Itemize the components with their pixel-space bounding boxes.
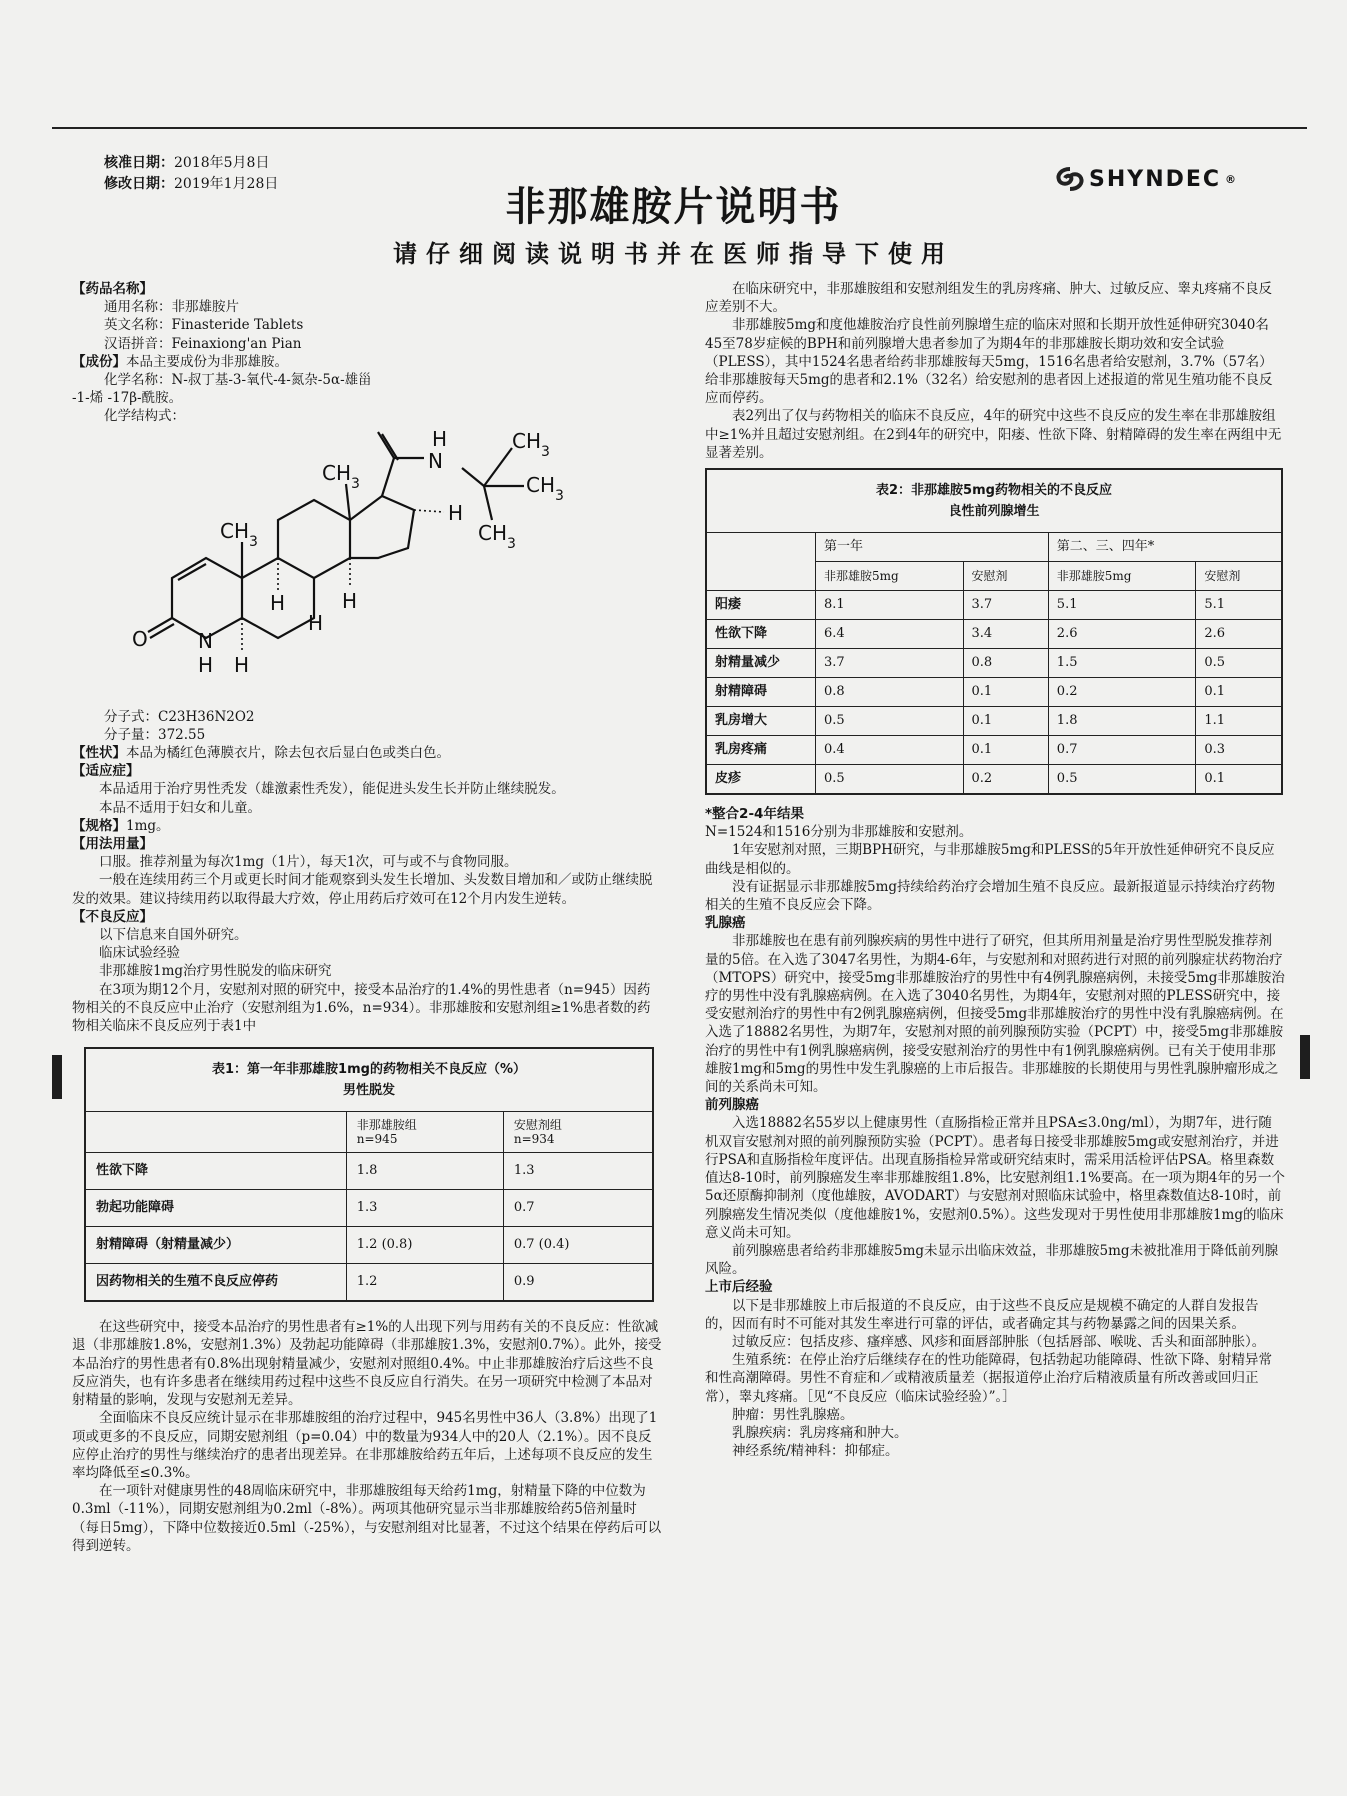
table-row: 性欲下降 1.8 1.3	[85, 1153, 653, 1190]
drug-name-heading: 【药品名称】	[72, 281, 153, 297]
struct-ch3-b: $CH_3$	[526, 472, 564, 504]
indication-text-2: 本品不适用于妇女和儿童。	[99, 799, 261, 816]
table-1	[84, 1047, 654, 1302]
struct-h9: H	[270, 590, 286, 615]
formula-value: C23H36N2O2	[158, 708, 255, 725]
table2-col-a: 非那雄胺5mg	[815, 562, 963, 591]
allergy-text: 过敏反应：包括皮疹、瘙痒感、风疹和面唇部肿胀（包括唇部、喉咙、舌头和面部肿胀）。	[732, 1333, 1266, 1350]
trial-title: 非那雄胺1mg治疗男性脱发的临床研究	[99, 963, 332, 980]
table-row: 射精障碍（射精量减少） 1.2 (0.8) 0.7 (0.4)	[85, 1227, 653, 1264]
struct-h-amide: H	[432, 427, 448, 451]
table1-caption: 表1：第一年非那雄胺1mg的药物相关不良反应（%） 男性脱发	[85, 1048, 653, 1112]
chemical-structure	[132, 428, 612, 698]
table-row: 射精障碍 0.8 0.1 0.2 0.1	[706, 678, 1282, 707]
table-2	[705, 468, 1283, 795]
table1-col2: 安慰剂组 n=934	[503, 1112, 653, 1153]
table-row: 阳痿 8.1 3.7 5.1 5.1	[706, 591, 1282, 620]
left-column	[72, 280, 662, 1555]
struct-h8: H	[308, 610, 324, 635]
table2-col-b: 安慰剂	[963, 562, 1048, 591]
table-row: 因药物相关的生殖不良反应停药 1.2 0.9	[85, 1264, 653, 1302]
right-top-p2: 非那雄胺5mg和度他雄胺治疗良性前列腺增生症的临床对照和长期开放性延伸研究3040名45至78岁症候的BPH和前列腺增大患者参加了为期4年的非那雄胺长期功效和安全试验（PLESS），其中1524名患者给药非那雄胺每天5mg，1516名患者给安慰剂，3.7%（57名）给非那雄胺每天5mg的患者和2.1%（32名）给安慰剂的患者因上述报道的常见生殖功能不良反应而停药。	[705, 317, 1273, 407]
struct-h-n: H	[198, 652, 214, 677]
chem-name-1: 化学名称：N-叔丁基-3-氧代-4-氮杂-5α-雄甾	[104, 372, 372, 389]
postmarket-text: 以下是非那雄胺上市后报道的不良反应，由于这些不良反应是规模不确定的人群自发报告的，因而有时不可能对其发生率进行可靠的评估，或者确定其与药物暴露之间的因果关系。	[705, 1297, 1259, 1332]
table2-col-d: 安慰剂	[1196, 562, 1282, 591]
struct-h17: H	[448, 500, 464, 525]
table-row: 皮疹 0.5 0.2 0.5 0.1	[706, 765, 1282, 795]
top-rule	[52, 127, 1307, 129]
composition-main: 本品主要成份为非那雄胺。	[126, 353, 288, 370]
weight-value: 372.55	[158, 726, 206, 743]
prostate-cancer-heading: 前列腺癌	[705, 1097, 759, 1114]
approve-date: 2018年5月8日	[174, 155, 270, 171]
adverse-heading: 【不良反应】	[72, 908, 153, 925]
usage-text-2: 一般在连续用药三个月或更长时间才能观察到头发生长增加、头发数目增加和／或防止继续脱发的效果。建议持续用药以取得最大疗效，停止用药后疗效可在12个月内发生逆转。	[72, 872, 653, 907]
neuro-text: 神经系统/精神科：抑郁症。	[732, 1443, 899, 1460]
repro-text: 生殖系统：在停止治疗后继续存在的性功能障碍，包括勃起功能障碍、性欲下降、射精异常和性高潮障碍。男性不育症和／或精液质量差（据报道停止治疗后精液质量有所改善或回归正常），睾丸疼痛。［见“不良反应（临床试验经验）”。］	[705, 1352, 1272, 1405]
breast-disease-text: 乳腺疾病：乳房疼痛和肿大。	[732, 1424, 908, 1441]
struct-ch3-c: $CH_3$	[478, 520, 516, 552]
struct-c18-methyl: $CH_3$	[322, 460, 360, 492]
revise-date: 2019年1月28日	[174, 176, 279, 192]
hash-bonds	[242, 510, 444, 650]
table-row: 乳房增大 0.5 0.1 1.8 1.1	[706, 707, 1282, 736]
struct-c19-methyl: $CH_3$	[220, 518, 258, 550]
breast-cancer-heading: 乳腺癌	[705, 915, 746, 932]
weight-line: 分子量：372.55	[104, 726, 206, 743]
table2-year1: 第一年	[815, 533, 1048, 562]
table2-year2: 第二、三、四年*	[1048, 533, 1282, 562]
table-row: 射精量减少 3.7 0.8 1.5 0.5	[706, 649, 1282, 678]
scan-mark-left	[52, 1055, 62, 1099]
spec-heading: 【规格】	[72, 817, 126, 834]
formula-line: 分子式：C23H36N2O2	[104, 708, 255, 725]
composition-heading: 【成份】	[72, 353, 126, 370]
left-bottom-p1: 在这些研究中，接受本品治疗的男性患者有≥1%的人出现下列与用药有关的不良反应：性欲减退（非那雄胺1.8%，安慰剂1.3%）及勃起功能障碍（非那雄胺1.3%，安慰剂0.7%）。此外，接受本品治疗的男性患者有0.8%出现射精量减少，安慰剂对照组0.4%。中止非那雄胺治疗后这些不良反应消失，也有许多患者在继续用药过程中这些不良反应自行消失。在另一项研究中检测了本品对射精量的影响，发现与安慰剂无差异。	[72, 1319, 662, 1409]
right-top-p3: 表2列出了仅与药物相关的临床不良反应，4年的研究中这些不良反应的发生率在非那雄胺组中≥1%并且超过安慰剂组。在2到4年的研究中，阳痿、性欲下降、射精障碍的发生率在两组中无显著差别。	[705, 408, 1282, 461]
breast-cancer-text: 非那雄胺也在患有前列腺疾病的男性中进行了研究，但其所用剂量是治疗男性型脱发推荐剂量的5倍。在入选了3047名男性，为期4-6年，与安慰剂和对照药进行对照的前列腺症状药物治疗（MTOPS）研究中，接受5mg非那雄胺治疗的男性中有4例乳腺癌病例，未接受5mg非那雄胺治疗的男性中没有乳腺癌病例。在入选了3040名男性，为期4年，安慰剂对照的PLESS研究中，接受安慰剂治疗的男性中有2例乳腺癌病例，但接受5mg非那雄胺治疗的男性中没有乳腺癌病例。在入选了18882名男性，为期7年，安慰剂对照的前列腺预防实验（PCPT）中，接受5mg非那雄胺治疗的男性中有1例乳腺癌病例，接受安慰剂治疗的男性中有1例乳腺癌病例。已有关于使用非那雄胺1mg和5mg的男性中发生乳腺癌的上市后报告。非那雄胺的长期使用与男性乳腺肿瘤形成之间的关系尚未可知。	[705, 933, 1285, 1096]
left-bottom-p3: 在一项针对健康男性的48周临床研究中，非那雄胺组每天给药1mg，射精量下降的中位数为0.3ml（-11%），同期安慰剂组为0.2ml（-8%）。两项其他研究显示当非那雄胺给药5倍剂量时（每日5mg），下降中位数接近0.5ml（-25%），与安慰剂组对比显著，不过这个结果在停药后可以得到逆转。	[72, 1483, 662, 1554]
table2-note-1: *整合2-4年结果	[705, 806, 804, 823]
properties-text: 本品为橘红色薄膜衣片，除去包衣后显白色或类白色。	[126, 745, 450, 762]
indication-heading: 【适应症】	[72, 763, 140, 780]
struct-h5: H	[234, 652, 250, 677]
english-name: 英文名称：Finasteride Tablets	[104, 317, 304, 334]
struct-n-amide: N	[428, 448, 443, 473]
indication-text-1: 本品适用于治疗男性秃发（雄激素性秃发），能促进头发生长并防止继续脱发。	[99, 781, 565, 798]
table2-note-2: N=1524和1516分别为非那雄胺和安慰剂。	[705, 824, 973, 841]
table1-col1: 非那雄胺组 n=945	[346, 1112, 503, 1153]
table-row: 性欲下降 6.4 3.4 2.6 2.6	[706, 620, 1282, 649]
struct-ch3-a: $CH_3$	[512, 428, 550, 460]
page-title: 非那雄胺片说明书	[505, 184, 842, 230]
left-bottom-p2: 全面临床不良反应统计显示在非那雄胺组的治疗过程中，945名男性中36人（3.8%）出现了1项或更多的不良反应，同期安慰剂组（p=0.04）中的数量为934人中的20人（2.1%）。因不良反应停止治疗的男性与继续治疗的患者出现差异。在非那雄胺给药五年后，上述每项不良反应的发生率均降低至≤0.3%。	[72, 1410, 658, 1481]
right-column	[705, 280, 1285, 1460]
struct-o: O	[132, 626, 148, 651]
revise-label: 修改日期：	[104, 176, 174, 192]
usage-heading: 【用法用量】	[72, 836, 153, 853]
properties-heading: 【性状】	[72, 745, 126, 762]
brand-symbol: ®	[1225, 172, 1239, 186]
adverse-para-1: 在3项为期12个月，安慰剂对照的研究中，接受本品治疗的1.4%的男性患者（n=945）因药物相关的不良反应中止治疗（安慰剂组为1.6%，n=934）。非那雄胺和安慰剂组≥1%患者数的药物相关临床不良反应列于表1中	[72, 981, 651, 1035]
usage-text-1: 口服。推荐剂量为每次1mg（1片），每天1次，可与或不与食物同服。	[99, 854, 518, 871]
table2-col-c: 非那雄胺5mg	[1048, 562, 1196, 591]
page-subtitle: 请仔细阅读说明书并在医师指导下使用	[393, 240, 954, 268]
brand-name: SHYNDEC	[1089, 166, 1222, 192]
table-row: 乳房疼痛 0.4 0.1 0.7 0.3	[706, 736, 1282, 765]
struct-n-ring: N	[198, 628, 213, 653]
table-row: 勃起功能障碍 1.3 0.7	[85, 1190, 653, 1227]
table2-caption: 表2：非那雄胺5mg药物相关的不良反应 良性前列腺增生	[706, 469, 1282, 533]
tumor-text: 肿瘤：男性乳腺癌。	[732, 1406, 854, 1423]
generic-name: 通用名称：非那雄胺片	[104, 299, 239, 316]
postmarket-heading: 上市后经验	[705, 1279, 773, 1296]
prostate-cancer-text: 入选18882名55岁以上健康男性（直肠指检正常并且PSA≤3.0ng/ml），为期7年，进行随机双盲安慰剂对照的前列腺预防实验（PCPT）。患者每日接受非那雄胺5mg或安慰剂治疗，并进行PSA和直肠指检年度评估。出现直肠指检异常或研究结束时，需采用活检评估PSA。格里森数值达8-10时，前列腺癌发生率非那雄胺组1.8%，比安慰剂组1.1%要高。在一项为期4年的另一个5α还原酶抑制剂（度他雄胺，AVODART）与安慰剂对照临床试验中，格里森数值达8-10时，前列腺癌发生情况类似（度他雄胺1%，安慰剂0.5%）。这些发现对于男性使用非那雄胺1mg的临床意义尚未可知。	[705, 1115, 1286, 1241]
chem-name-2: -1-烯 -17β-酰胺。	[72, 390, 183, 407]
structure-label: 化学结构式：	[104, 408, 185, 425]
right-top-p1: 在临床研究中，非那雄胺组和安慰剂组发生的乳房疼痛、肿大、过敏反应、睾丸疼痛不良反应差别不大。	[705, 281, 1272, 316]
spec-value: 1mg。	[126, 817, 170, 834]
prostate-cancer-text-2: 前列腺癌患者给药非那雄胺5mg未显示出临床效益，非那雄胺5mg未被批准用于降低前列腺风险。	[705, 1242, 1279, 1278]
trial-experience: 临床试验经验	[99, 945, 180, 962]
struct-h14: H	[342, 588, 358, 613]
pinyin-name: 汉语拼音：Feinaxiong'an Pian	[104, 335, 302, 352]
scan-mark-right	[1300, 1035, 1310, 1079]
approve-label: 核准日期：	[104, 155, 174, 171]
right-mid-p2: 没有证据显示非那雄胺5mg持续给药治疗会增加生殖不良反应。最新报道显示持续治疗药物相关的生殖不良反应会下降。	[705, 878, 1276, 914]
right-mid-p1: 1年安慰剂对照，三期BPH研究，与非那雄胺5mg和PLESS的5年开放性延伸研究不良反应曲线是相似的。	[705, 842, 1275, 877]
adverse-intro: 以下信息来自国外研究。	[99, 927, 248, 944]
